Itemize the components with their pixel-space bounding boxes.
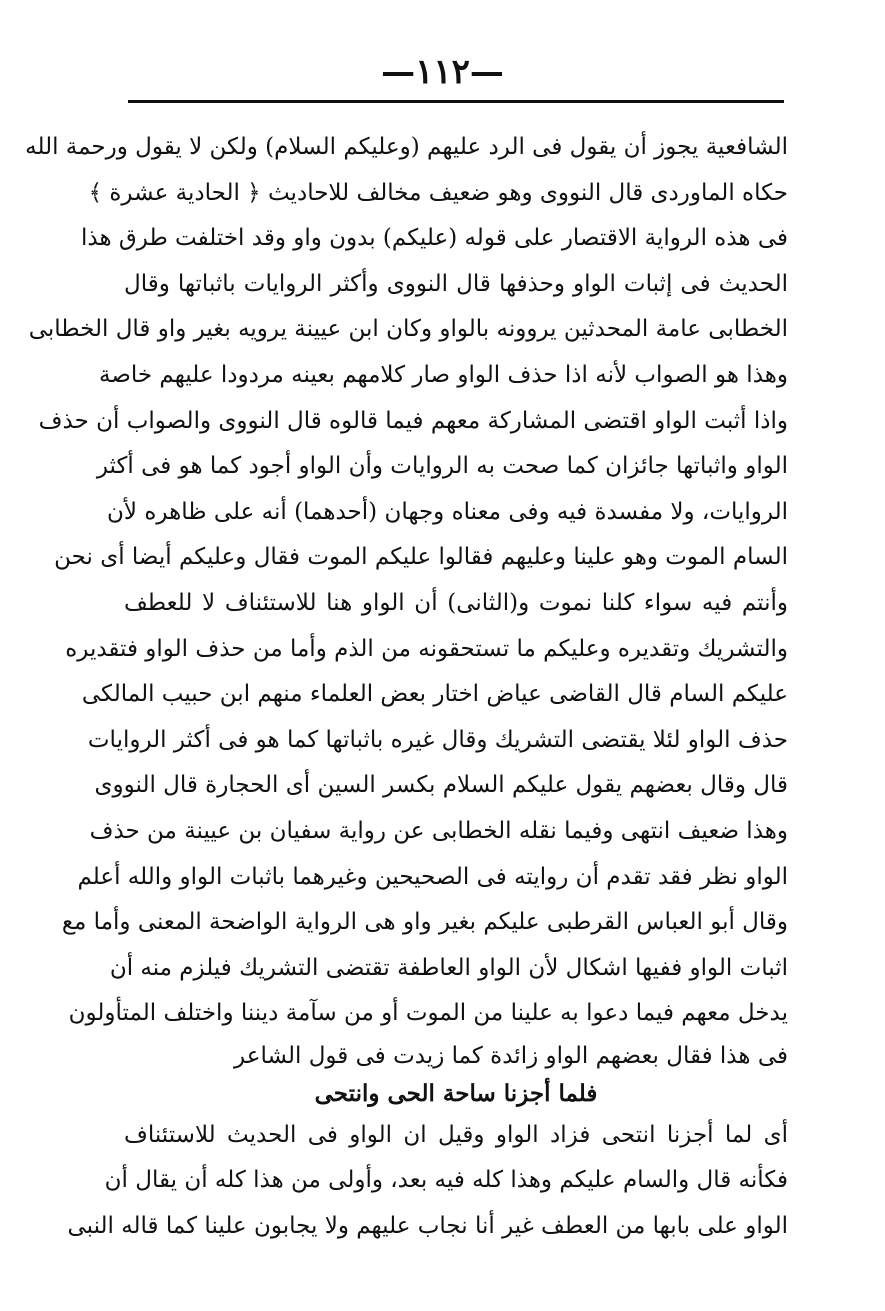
text-line: فى هذا فقال بعضهم الواو زائدة كما زيدت فى قول الشاعر xyxy=(234,1042,788,1069)
text-line: فى هذه الرواية الاقتصار على قوله (عليكم) بدون واو وقد اختلفت طرق هذا xyxy=(81,225,788,252)
body-text xyxy=(25,125,788,1250)
text-line: الحديث فى إثبات الواو وحذفها قال النووى وأكثر الروايات باثباتها وقال xyxy=(124,270,788,297)
verse-line: فلما أجزنا ساحة الحى وانتحى xyxy=(314,1079,598,1107)
text-line: الروايات، ولا مفسدة فيه وفى معناه وجهان (أحدهما) أنه على ظاهره لأن xyxy=(107,498,788,525)
text-line: وأنتم فيه سواء كلنا نموت و(الثانى) أن الواو هنا للاستئناف لا للعطف xyxy=(124,589,788,616)
text-line: اثبات الواو ففيها اشكال لأن الواو العاطفة تقتضى التشريك فيلزم منه أن xyxy=(109,954,788,981)
text-line: وقال أبو العباس القرطبى عليكم بغير واو هى الرواية الواضحة المعنى وأما مع xyxy=(61,909,788,936)
text-line: الخطابى عامة المحدثين يروونه بالواو وكان ابن عيينة يرويه بغير واو قال الخطابى xyxy=(28,316,788,343)
text-line: واذا أثبت الواو اقتضى المشاركة معهم فيما قالوه قال النووى والصواب أن حذف xyxy=(38,407,788,434)
text-line: قال وقال بعضهم يقول عليكم السلام بكسر السين أى الحجارة قال النووى xyxy=(94,772,788,799)
text-line: عليكم السام قال القاضى عياض اختار بعض العلماء منهم ابن حبيب المالكى xyxy=(81,681,788,708)
header-rule xyxy=(128,100,784,103)
text-line: الشافعية يجوز أن يقول فى الرد عليهم (وعليكم السلام) ولكن لا يقول ورحمة الله xyxy=(25,134,788,160)
text-line: حذف الواو لئلا يقتضى التشريك وقال غيره باثباتها كما هو فى أكثر الروايات xyxy=(87,726,788,753)
text-line: والتشريك وتقديره وعليكم ما تستحقونه من الذم وأما من حذف الواو فتقديره xyxy=(65,635,788,662)
text-line: وهذا ضعيف انتهى وفيما نقله الخطابى عن رواية سفيان بن عيينة من حذف xyxy=(89,817,788,844)
text-line: أى لما أجزنا انتحى فزاد الواو وقيل ان الواو فى الحديث للاستئناف xyxy=(124,1121,788,1148)
text-line: الواو على بابها من العطف غير أنا نجاب عليهم ولا يجابون علينا كما قاله النبى xyxy=(67,1213,788,1240)
text-line: السام الموت وهو علينا وعليهم فقالوا عليكم الموت فقال وعليكم أيضا أى نحن xyxy=(54,544,788,571)
text-line: حكاه الماوردى قال النووى وهو ضعيف مخالف للاحاديث ﴿ الحادية عشرة ﴾ xyxy=(88,179,788,206)
page-number: —۱۱۲— xyxy=(381,52,504,92)
text-line: فكأنه قال والسام عليكم وهذا كله فيه بعد، وأولى من هذا كله أن يقال أن xyxy=(104,1167,788,1194)
text-line: وهذا هو الصواب لأنه اذا حذف الواو صار كلامهم بعينه مردودا عليهم خاصة xyxy=(98,361,788,388)
text-line: الواو واثباتها جائزان كما صحت به الروايات وأن الواو أجود كما هو فى أكثر xyxy=(96,453,788,480)
text-line: الواو نظر فقد تقدم أن روايته فى الصحيحين وغيرهما باثبات الواو والله أعلم xyxy=(77,863,788,890)
text-line: يدخل معهم فيما دعوا به علينا من الموت أو من سآمة ديننا واختلف المتأولون xyxy=(68,1000,788,1027)
